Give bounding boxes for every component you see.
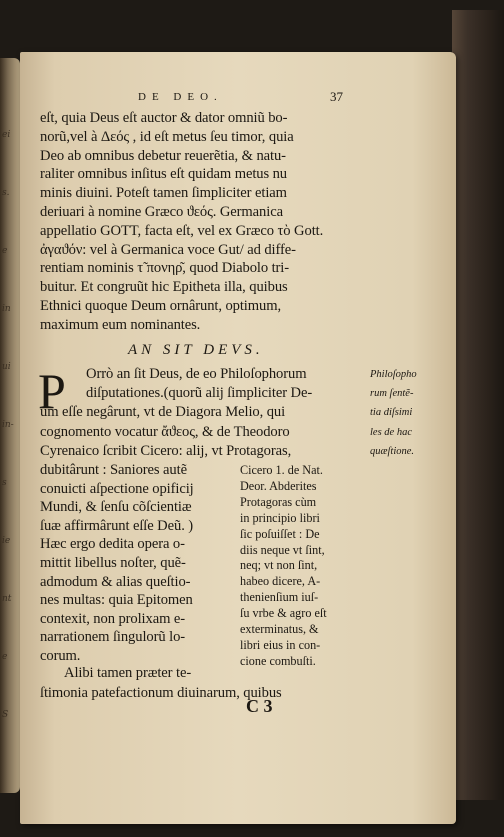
spine-text-fragment: s	[2, 478, 7, 488]
text-line: nes multas: quia Epitomen	[40, 592, 193, 609]
text-line: norũ,vel à Δεός , id eſt metus ſeu timor, quia	[40, 128, 294, 145]
text-line: Ethnici quoque Deum ornârunt, optimum,	[40, 298, 282, 314]
margin-gloss-line: tia diſsimi	[370, 407, 413, 419]
spine-text-fragment: ei	[2, 130, 11, 140]
page-number: 37	[330, 89, 343, 104]
text-line: buitur. Et congruũt hic Epitheta illa, quibus	[40, 279, 288, 296]
spine-text-fragment: in-	[2, 420, 14, 430]
side-note-line: ſic poſuiſſet : De	[240, 526, 320, 541]
margin-gloss-line: rum ſentẽ-	[370, 388, 414, 400]
spine-text-fragment: s.	[2, 188, 10, 198]
text-line: dubitârunt : Saniores autẽ	[40, 462, 187, 478]
text-line: appellatio GOTT, facta eſt, vel ex Græco τὸ Gott.	[40, 222, 324, 239]
text-line: eſt, quia Deus eſt auctor & dator omniũ bo-	[40, 110, 288, 126]
text-line: Orrò an ſit Deus, de eo Philoſophorum	[86, 366, 307, 382]
side-note-line: cione combuſti.	[240, 653, 316, 668]
spine-text-fragment: S	[2, 710, 9, 720]
text-line: minis diuini. Poteſt tamen ſimpliciter etiam	[40, 185, 287, 202]
text-line: ſtimonia patefactionum diuinarum, quibus	[40, 684, 282, 701]
side-note-line: neq; vt non ſint,	[240, 558, 318, 573]
text-line: cognomento vocatur ἄϑεος, & de Theodoro	[40, 423, 290, 440]
text-line: Cyrenaico ſcribit Cicero: alij, vt Protagoras,	[40, 442, 292, 459]
side-note-line: habeo dicere, A-	[240, 574, 321, 589]
drop-capital: P	[38, 363, 66, 419]
text-line: raliter omnibus inſitus eſt quidam metus nu	[40, 166, 288, 183]
text-line: ſuæ affirmârunt eſſe Deũ. )	[40, 517, 194, 534]
running-head: DE DEO.	[138, 91, 223, 103]
text-line: um eſſe negârunt, vt de Diagora Melio, qui	[40, 404, 286, 421]
section-heading: AN SIT DEVS.	[128, 342, 264, 358]
side-note-line: Deor. Abderites	[240, 478, 317, 493]
text-line: Alibi tamen præter te-	[64, 665, 192, 681]
spine-text-fragment: e	[2, 652, 8, 662]
margin-gloss-line: les de hac	[370, 426, 412, 438]
spine-text-fragment: ie	[2, 536, 11, 546]
side-note-line: Protagoras cùm	[240, 494, 317, 509]
text-line: diſputationes.(quorũ alij ſimpliciter De-	[86, 385, 313, 402]
text-line: maximum eum nominantes.	[40, 316, 201, 333]
text-line: mittit libellus noſter, quẽ-	[40, 555, 186, 571]
text-line: contexit, non prolixam e-	[40, 610, 186, 627]
spine-text-fragment: ui	[2, 362, 11, 372]
left-page-edge	[0, 58, 20, 793]
side-note-line: thenienſium iuſ-	[240, 590, 319, 605]
text-line: ἀγαϑόν: vel à Germanica voce Gut/ ad diffe-	[40, 241, 296, 258]
text-line: Deo ab omnibus debetur reuerẽtia, & natu-	[40, 147, 286, 164]
margin-gloss-line: quæſtione.	[370, 445, 415, 457]
side-note-line: Cicero 1. de Nat.	[240, 463, 323, 477]
spine-text-fragment: in	[2, 304, 11, 314]
side-note-line: libri eius in con-	[240, 637, 321, 652]
text-line: narrationem ſingulorũ lo-	[40, 629, 186, 646]
side-note-line: ſu vrbe & agro eſt	[240, 606, 327, 621]
text-line: rentiam nominis τ̃ πονηρ͂, quod Diabolo tri-	[40, 260, 290, 277]
text-line: deriuari à nomine Græco ϑεός. Germanica	[40, 204, 283, 220]
margin-gloss-line: Philoſopho	[370, 369, 417, 380]
signature-mark: C 3	[246, 696, 273, 716]
spine-text-fragment: nt	[2, 594, 12, 604]
text-line: conuicti aſpectione opificij	[40, 480, 194, 497]
text-line: Mundi, & ſenſu cõſcientiæ	[40, 499, 192, 516]
text-line: corum.	[40, 648, 81, 664]
side-note-line: in principio libri	[240, 510, 320, 525]
spine-text-fragment: e	[2, 246, 8, 256]
side-note-line: exterminatus, &	[240, 622, 319, 636]
text-line: Hæc ergo dedita opera o-	[40, 536, 185, 553]
book-fore-edge	[452, 10, 504, 800]
side-note-line: diis neque vt ſint,	[240, 542, 325, 557]
text-line: admodum & alias queſtio-	[40, 573, 191, 590]
